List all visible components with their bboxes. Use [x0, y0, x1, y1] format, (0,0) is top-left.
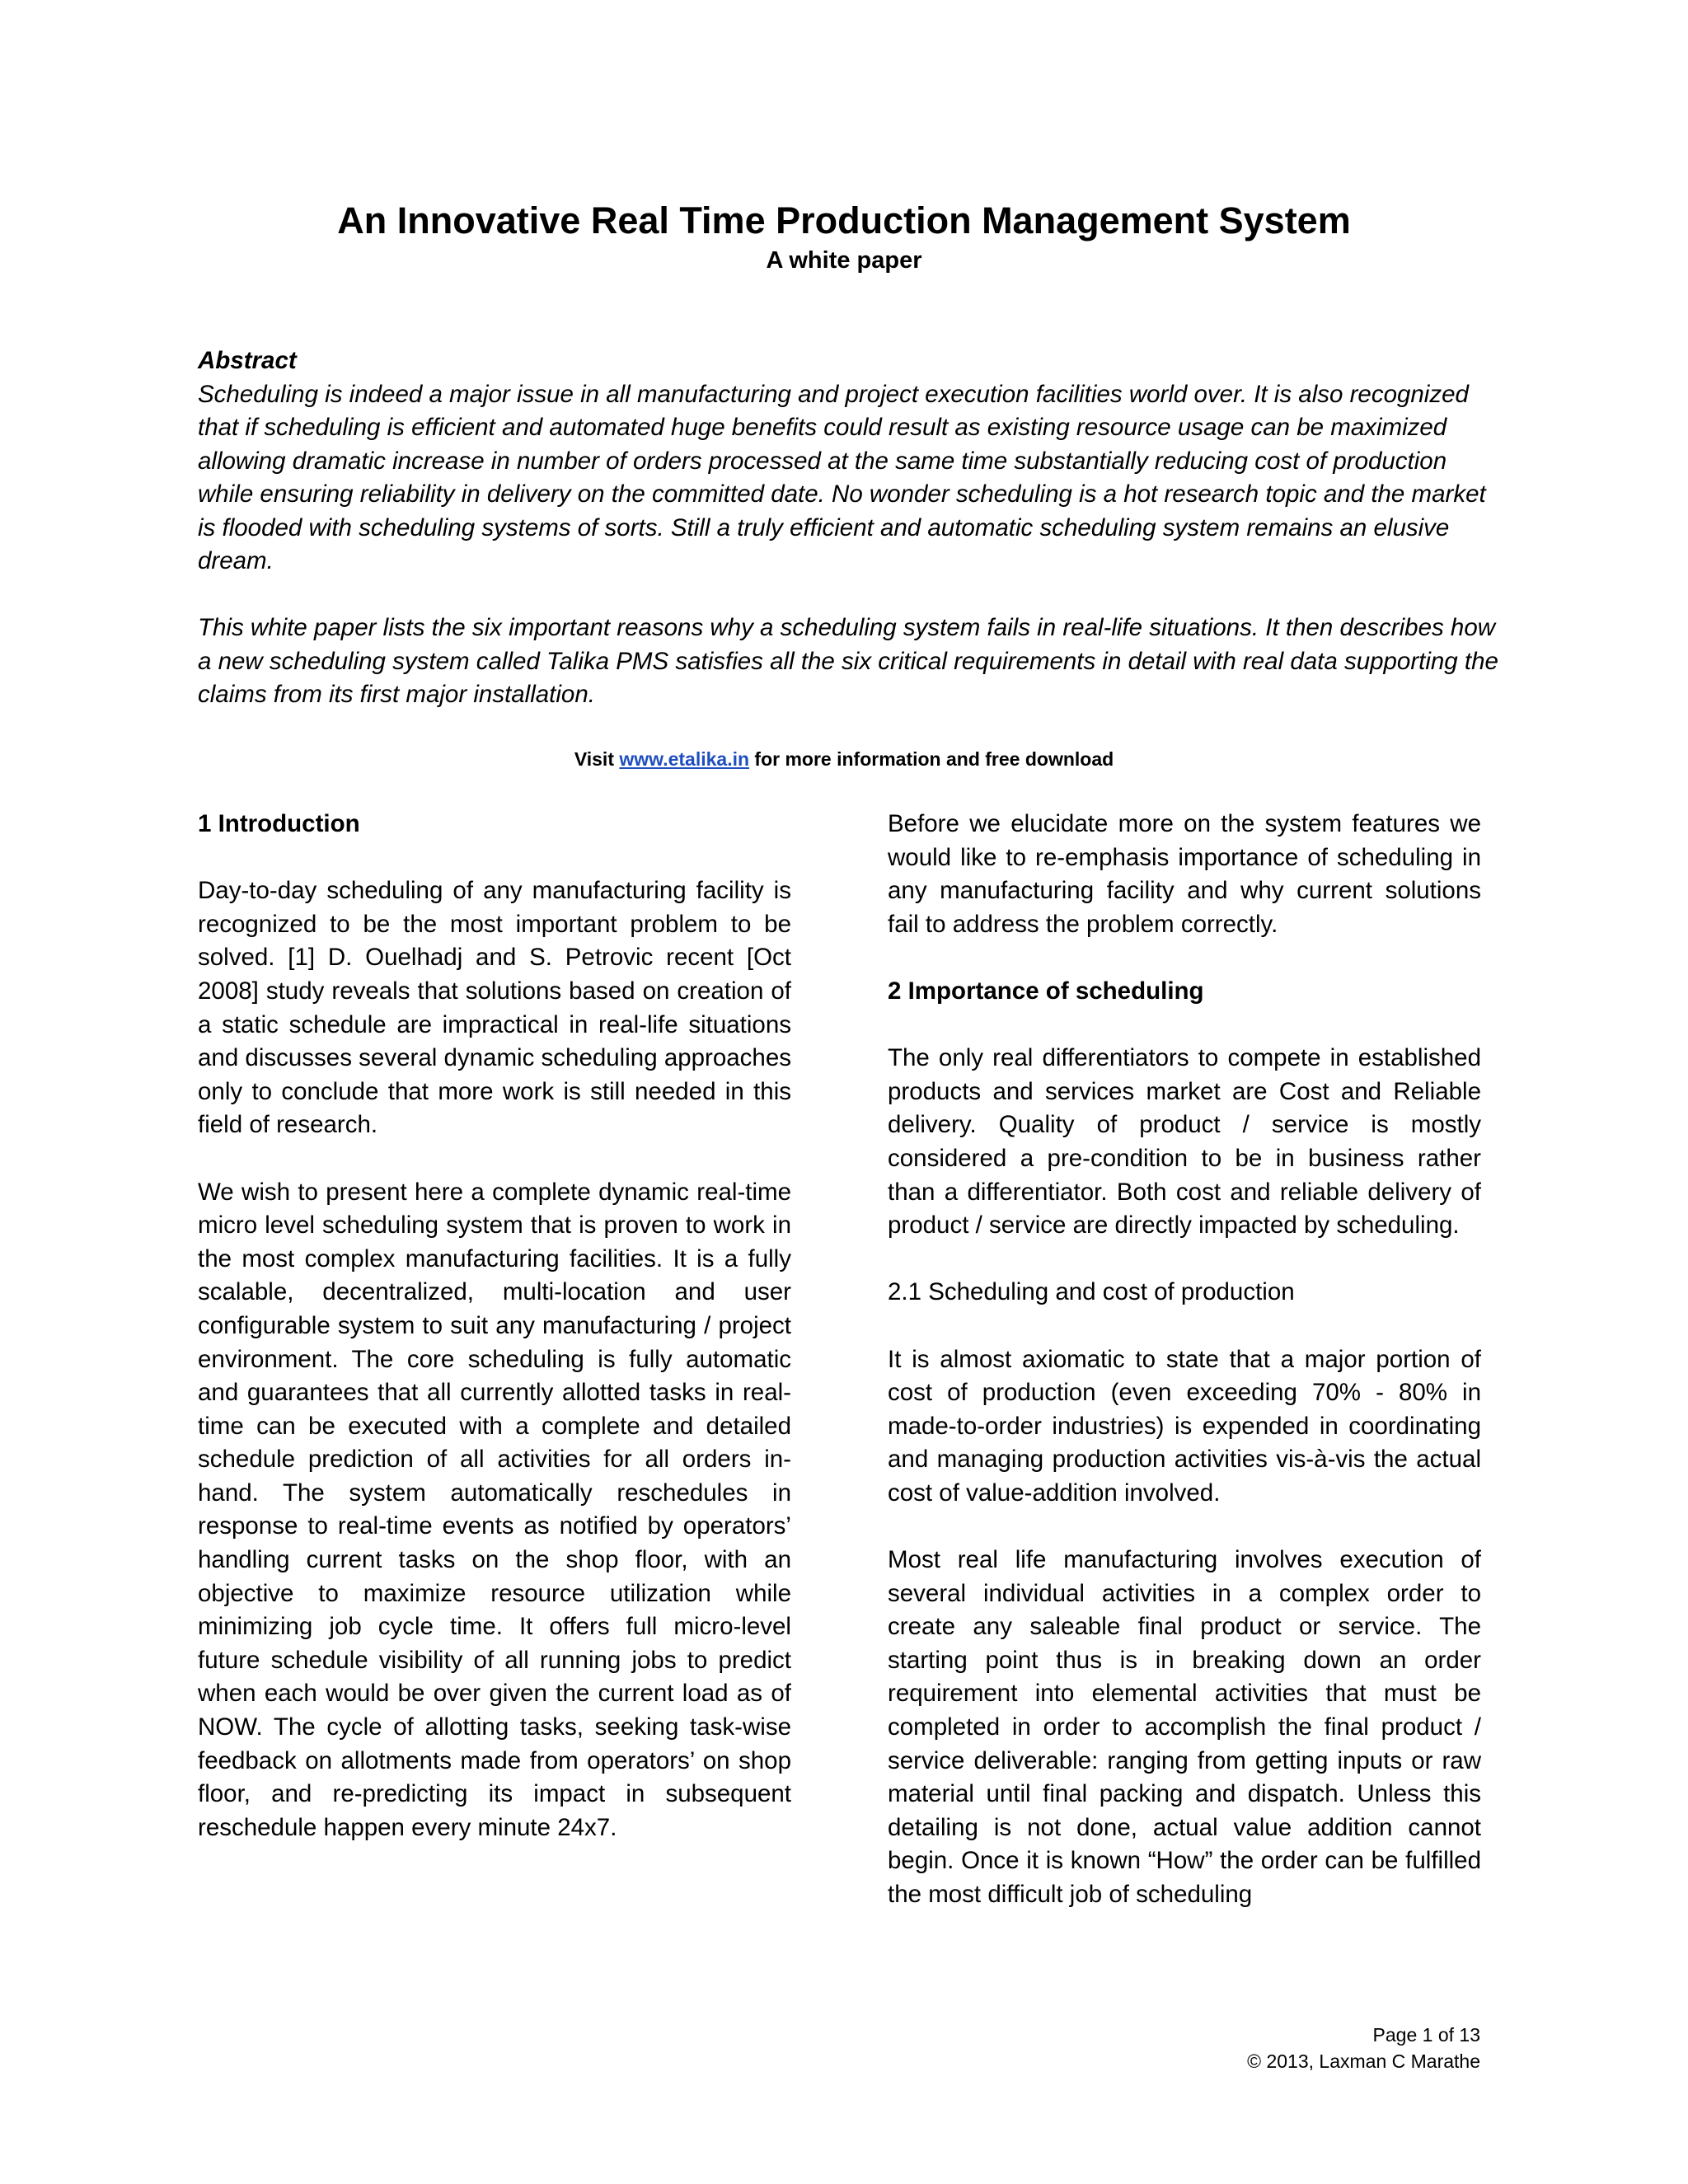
section-2-heading: 2 Importance of scheduling	[888, 977, 1204, 1005]
abstract-paragraph-1: Scheduling is indeed a major issue in all manufacturing and project execution facilities world over. It is also recognized that if scheduling is efficient and automated huge benefits could result as existing resource usage can be maximized allowing dramatic increase in number of orders processed at the same time substantially reducing cost of production while ensuring reliability in delivery on the committed date. No wonder scheduling is a hot research topic and the market is flooded with scheduling systems of sorts. Still a truly efficient and automatic scheduling system remains an elusive dream.	[198, 380, 1486, 574]
page-title: An Innovative Real Time Production Management System	[337, 199, 1351, 241]
abstract-section	[198, 344, 1500, 712]
visit-suffix: for more information and free download	[749, 748, 1114, 770]
page-footer	[1247, 2022, 1480, 2074]
left-column	[198, 808, 791, 1878]
page-subtitle: A white paper	[766, 247, 922, 274]
abstract-paragraph-2: This white paper lists the six important reasons why a scheduling system fails in real-life situations. It then describes how a new scheduling system called Talika PMS satisfies all the six critical requirements in detail with real data supporting the claims from its first major installation.	[198, 614, 1498, 708]
website-link[interactable]: www.etalika.in	[619, 748, 750, 770]
visit-line	[0, 746, 1688, 772]
right-paragraph-2: The only real differentiators to compete in established products and services market are Cost and Reliable delivery. Quality of product / service is mostly considered a pre-condition to be in business rather than a differentiator. Both cost and reliable delivery of product / service are directly impacted by scheduling.	[888, 1044, 1481, 1240]
right-paragraph-4: Most real life manufacturing involves execution of several individual activities in a complex order to create any saleable final product or service. The starting point thus is in breaking down an order requirement into elemental activities that must be completed in order to accomplish the final product / service deliverable: ranging from getting inputs or raw material until final packing and dispatch. Unless this detailing is not done, actual value addition cannot begin. Once it is known “How” the order can be fulfilled the most difficult job of scheduling	[888, 1546, 1481, 1908]
right-paragraph-3: It is almost axiomatic to state that a major portion of cost of production (even exceeding 70% - 80% in made-to-order industries) is expended in coordinating and managing production activities vis-à-vis the actual cost of value-addition involved.	[888, 1345, 1481, 1507]
copyright-notice: © 2013, Laxman C Marathe	[1247, 2050, 1480, 2072]
subsection-2-1-heading: 2.1 Scheduling and cost of production	[888, 1278, 1295, 1306]
page-number: Page 1 of 13	[1372, 2024, 1480, 2046]
section-1-heading: 1 Introduction	[198, 810, 360, 837]
right-column	[888, 808, 1481, 1945]
right-paragraph-1: Before we elucidate more on the system features we would like to re-emphasis importance of scheduling in any manufacturing facility and why current solutions fail to address the problem correctly.	[888, 810, 1481, 938]
intro-paragraph-2: We wish to present here a complete dynamic real-time micro level scheduling system that is proven to work in the most complex manufacturing facilities. It is a fully scalable, decentralized, multi-location and user configurable system to suit any manufacturing / project environment. The core scheduling is fully automatic and guarantees that all currently allotted tasks in real-time can be executed with a complete and detailed schedule prediction of all activities for all orders in-hand. The system automatically reschedules in response to real-time events as notified by operators’ handling current tasks on the shop floor, with an objective to maximize resource utilization while minimizing job cycle time. It offers full micro-level future schedule visibility of all running jobs to predict when each would be over given the current load as of NOW. The cycle of allotting tasks, seeking task-wise feedback on allotments made from operators’ on shop floor, and re-predicting its impact in subsequent reschedule happen every minute 24x7.	[198, 1178, 791, 1841]
intro-paragraph-1: Day-to-day scheduling of any manufacturing facility is recognized to be the most important problem to be solved. [1] D. Ouelhadj and S. Petrovic recent [Oct 2008] study reveals that solutions based on creation of a static schedule are impractical in real-life situations and discusses several dynamic scheduling approaches only to conclude that more work is still needed in this field of research.	[198, 877, 791, 1139]
abstract-heading: Abstract	[198, 347, 297, 374]
visit-prefix: Visit	[574, 748, 620, 770]
